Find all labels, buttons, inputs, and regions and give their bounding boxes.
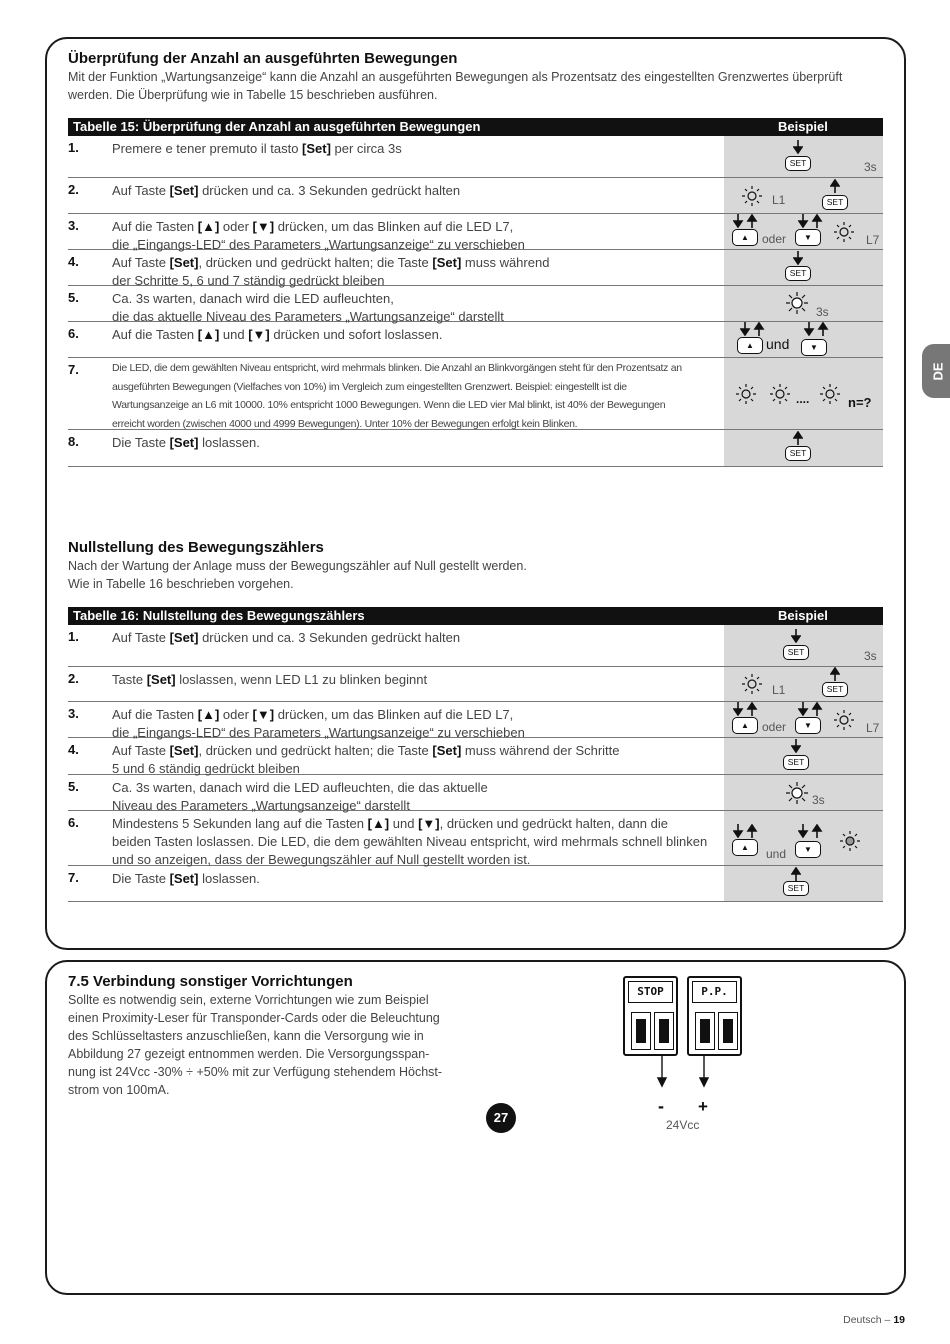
table16-row-2 [68, 667, 883, 702]
example-cell [724, 738, 883, 774]
table15-header [68, 118, 883, 136]
table15-row-7 [68, 358, 883, 430]
double-arrow-icon [733, 824, 759, 838]
step-text: Auf die Tasten [▲] oder [▼] drücken, um das Blinken auf die LED L7, die „Eingangs-LED“ des Parameters „Wartungsanzeige“ zu verschieben [112, 707, 525, 740]
double-arrow-icon [733, 702, 759, 716]
section1-intro-line1: Mit der Funktion „Wartungsanzeige“ kann die Anzahl an ausgeführten Bewegungen als Prozentsatz des eingestellten Grenzwertes überprüft [68, 70, 843, 84]
example-cell [724, 866, 883, 901]
terminal-screw [695, 1012, 715, 1050]
double-arrow-icon [740, 322, 766, 336]
step-number: 7. [68, 870, 79, 885]
table16-header [68, 607, 883, 625]
voltage-label: 24Vcc [666, 1118, 700, 1132]
section1-intro-line2: werden. Die Überprüfung wie in Tabelle 15 beschrieben ausführen. [68, 88, 438, 102]
led-blink-icon [740, 184, 764, 208]
section1-title: Überprüfung der Anzahl an ausgeführten Bewegungen [68, 50, 458, 67]
step-number: 1. [68, 629, 79, 644]
example-cell [724, 214, 883, 249]
step-number: 4. [68, 254, 79, 269]
example-cell [724, 811, 883, 865]
led-label-l7: L7 [866, 721, 880, 735]
arrow-down-icon [791, 629, 801, 643]
section3-body [68, 991, 466, 1099]
step-text: Die LED, die dem gewählten Niveau entspricht, wird mehrmals blinken. Die Anzahl an Blinkvorgängen steht für den Prozentsatz an ausgeführten Bewegungen (Vielfaches von 10%) im Vergleich zum eingestellten Grenzwert. Beispiel: eingestellt ist die Wartungsanzeige an L6 mit 10000. 10% entspricht 1000 Bewegungen. Wenn die LED vier Mal blinkt, ist 40% der Bewegungen erreicht worden (zwischen 4000 und 4999 Bewegungen). Unter 10% der Bewegungen erfolgt kein Blinken. [112, 362, 682, 430]
led-label-l7: L7 [866, 233, 880, 247]
und-label: und [766, 847, 787, 861]
arrow-down-icon [791, 739, 801, 753]
table16-example-header: Beispiel [778, 608, 828, 623]
section3-title: 7.5 Verbindung sonstiger Vorrichtungen [68, 973, 353, 990]
led-blink-icon [740, 672, 764, 696]
down-key-icon: ▼ [795, 717, 821, 734]
arrow-up-icon [791, 867, 801, 881]
set-button-icon: SET [822, 682, 848, 697]
table15-row-6 [68, 322, 883, 358]
example-cell [724, 136, 883, 177]
step-text: Taste [Set] loslassen, wenn LED L1 zu blinken beginnt [112, 672, 428, 687]
table16-row-6 [68, 811, 883, 866]
led-label-l1: L1 [772, 193, 786, 207]
example-cell [724, 702, 883, 737]
table16-row-5 [68, 775, 883, 811]
terminal-stop [623, 976, 678, 1056]
table16-row-3 [68, 702, 883, 738]
oder-label: oder [762, 720, 787, 734]
double-arrow-icon [798, 824, 824, 838]
step-number: 6. [68, 326, 79, 341]
step-number: 3. [68, 218, 79, 233]
example-cell [724, 322, 883, 357]
step-text: Premere e tener premuto il tasto [Set] per circa 3s [112, 141, 402, 156]
led-blink-icon [768, 382, 792, 406]
led-blink-icon [838, 829, 862, 853]
set-button-icon: SET [785, 446, 811, 461]
body-line: Sollte es notwendig sein, externe Vorrichtungen wie zum Beispiel [68, 993, 429, 1007]
example-cell [724, 667, 883, 701]
step-text: Mindestens 5 Sekunden lang auf die Tasten [▲] und [▼], drücken und gedrückt halten, dann die beiden Tasten loslassen. Die LED, die dem gewählten Niveau entspricht, wird mehrmals schnell blinken und so anzeigen, dass der Bewegungszähler auf Null gestellt worden ist. [112, 816, 708, 867]
table15-example-header: Beispiel [778, 119, 828, 134]
arrow-up-icon [830, 667, 840, 681]
set-button-icon: SET [822, 195, 848, 210]
body-line: nung ist 24Vcc -30% ÷ +50% mit zur Verfügung stehendem Höchst- [68, 1065, 443, 1079]
example-cell [724, 430, 883, 466]
step-text: Ca. 3s warten, danach wird die LED aufleuchten, die das aktuelle Niveau des Parameters „Wartungsanzeige“ darstellt [112, 291, 504, 324]
table15-row-4 [68, 250, 883, 286]
led-blink-icon [832, 708, 856, 732]
plus-label: + [698, 1097, 708, 1116]
step-text: Die Taste [Set] loslassen. [112, 871, 260, 886]
up-key-icon: ▲ [732, 839, 758, 856]
led-blink-icon [832, 220, 856, 244]
step-number: 5. [68, 779, 79, 794]
arrow-up-icon [830, 179, 840, 193]
arrow-down-icon [793, 251, 803, 265]
table16-row-4 [68, 738, 883, 775]
language-tab [922, 344, 950, 398]
table15-row-2 [68, 178, 883, 214]
set-button-icon: SET [783, 881, 809, 896]
step-text: Auf Taste [Set] drücken und ca. 3 Sekunden gedrückt halten [112, 183, 461, 198]
example-cell [724, 250, 883, 285]
body-line: einen Proximity-Leser für Transponder-Cards oder die Beleuchtung [68, 1011, 440, 1025]
terminal-pp-label: P.P. [692, 981, 737, 1003]
terminal-screw [654, 1012, 674, 1050]
wire-arrows-icon [655, 1056, 715, 1088]
duration-label: 3s [864, 160, 877, 174]
arrow-up-icon [793, 431, 803, 445]
terminal-screw [631, 1012, 651, 1050]
example-cell [724, 286, 883, 321]
set-button-icon: SET [783, 755, 809, 770]
step-text: Die Taste [Set] loslassen. [112, 435, 260, 450]
table15-row-3 [68, 214, 883, 250]
example-cell [724, 775, 883, 810]
step-number: 8. [68, 434, 79, 449]
step-number: 7. [68, 362, 79, 377]
step-number: 3. [68, 706, 79, 721]
section2-intro-line1: Nach der Wartung der Anlage muss der Bewegungszähler auf Null gestellt werden. [68, 559, 527, 573]
duration-label: 3s [816, 305, 829, 319]
table15-row-5 [68, 286, 883, 322]
table15-row-1 [68, 136, 883, 178]
step-text: Auf Taste [Set], drücken und gedrückt halten; die Taste [Set] muss während der Schritte 5 und 6 ständig gedrückt bleiben [112, 743, 620, 776]
led-label-l1: L1 [772, 683, 786, 697]
body-line: des Schlüsseltasters anzuschließen, kann die Versorgung wie in [68, 1029, 424, 1043]
step-number: 2. [68, 182, 79, 197]
arrow-down-icon [793, 140, 803, 154]
step-number: 5. [68, 290, 79, 305]
example-cell [724, 178, 883, 213]
und-label: und [766, 336, 790, 352]
step-text: Ca. 3s warten, danach wird die LED aufleuchten, die das aktuelle Niveau des Parameters „Wartungsanzeige“ darstellt [112, 780, 488, 813]
double-arrow-icon [804, 322, 830, 336]
step-text: Auf Taste [Set] drücken und ca. 3 Sekunden gedrückt halten [112, 630, 461, 645]
oder-label: oder [762, 232, 787, 246]
terminal-pp [687, 976, 742, 1056]
step-number: 2. [68, 671, 79, 686]
set-button-icon: SET [785, 266, 811, 281]
down-key-icon: ▼ [801, 339, 827, 356]
terminal-screw [718, 1012, 738, 1050]
body-line: Abbildung 27 gezeigt entnommen werden. Die Versorgungsspan- [68, 1047, 430, 1061]
table16-row-7 [68, 866, 883, 902]
section2-intro-line2: Wie in Tabelle 16 beschrieben vorgehen. [68, 577, 294, 591]
led-blink-icon [734, 382, 758, 406]
step-text: Auf die Tasten [▲] und [▼] drücken und sofort loslassen. [112, 327, 443, 342]
section2-title: Nullstellung des Bewegungszählers [68, 539, 324, 556]
step-number: 4. [68, 742, 79, 757]
language-tab-label: DE [930, 362, 946, 381]
page-footer [843, 1314, 905, 1326]
double-arrow-icon [733, 214, 759, 228]
up-key-icon: ▲ [732, 229, 758, 246]
step-number: 1. [68, 140, 79, 155]
led-on-icon [785, 781, 809, 805]
table16-title: Tabelle 16: Nullstellung des Bewegungszählers [73, 608, 365, 623]
up-key-icon: ▲ [737, 337, 763, 354]
table15-row-8 [68, 430, 883, 467]
step-number: 6. [68, 815, 79, 830]
set-button-icon: SET [783, 645, 809, 660]
double-arrow-icon [798, 702, 824, 716]
footer-language: Deutsch – [843, 1314, 894, 1326]
duration-label: 3s [812, 793, 825, 807]
terminal-stop-label: STOP [628, 981, 673, 1003]
step-text: Auf die Tasten [▲] oder [▼] drücken, um das Blinken auf die LED L7, die „Eingangs-LED“ des Parameters „Wartungsanzeige“ zu verschieben [112, 219, 525, 252]
set-button-icon: SET [785, 156, 811, 171]
figure-number-badge: 27 [486, 1103, 516, 1133]
table16-row-1 [68, 625, 883, 667]
example-cell [724, 625, 883, 666]
count-label: n=? [848, 395, 872, 410]
down-key-icon: ▼ [795, 841, 821, 858]
up-key-icon: ▲ [732, 717, 758, 734]
table15-title: Tabelle 15: Überprüfung der Anzahl an ausgeführten Bewegungen [73, 119, 481, 134]
page-number: 19 [893, 1314, 905, 1326]
minus-label: - [658, 1096, 664, 1116]
ellipsis-label: .... [796, 392, 810, 406]
down-key-icon: ▼ [795, 229, 821, 246]
led-on-icon [785, 291, 809, 315]
step-text: Auf Taste [Set], drücken und gedrückt halten; die Taste [Set] muss während der Schritte 5, 6 und 7 ständig gedrückt bleiben [112, 255, 550, 288]
led-blink-icon [818, 382, 842, 406]
double-arrow-icon [798, 214, 824, 228]
body-line: strom von 100mA. [68, 1083, 170, 1097]
duration-label: 3s [864, 649, 877, 663]
example-cell [724, 358, 883, 429]
